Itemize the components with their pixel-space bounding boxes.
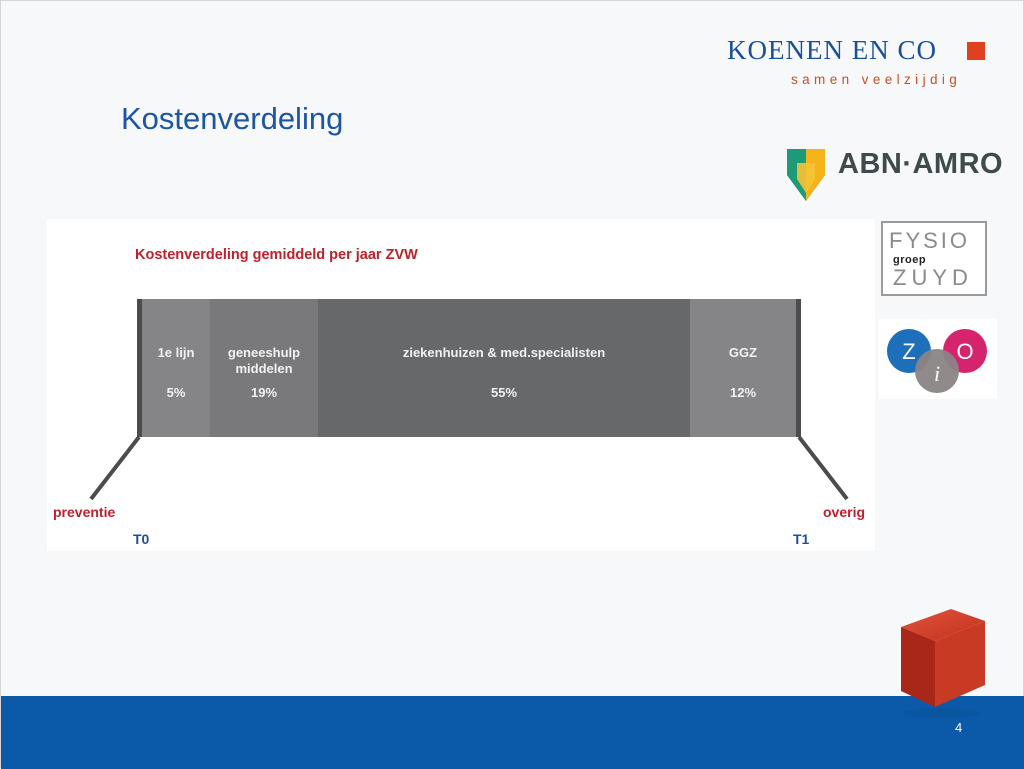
segment-geneeshulpmiddelen bbox=[210, 299, 318, 437]
t0-label: T0 bbox=[133, 531, 150, 547]
segment-ziekenhuizen bbox=[318, 299, 690, 437]
segment-label: 1e lijn bbox=[157, 345, 195, 360]
right-post bbox=[796, 299, 801, 437]
fysio-logo-line1: FYSIO bbox=[889, 228, 971, 253]
segment-label: GGZ bbox=[728, 345, 758, 360]
segment-percent: 19% bbox=[250, 385, 278, 400]
fysio-groep-zuyd-logo bbox=[881, 221, 987, 296]
segment-percent: 55% bbox=[490, 385, 518, 400]
segment-1e-lijn bbox=[142, 299, 210, 437]
page-title: Kostenverdeling bbox=[121, 101, 344, 136]
company-tagline: samen veelzijdig bbox=[791, 72, 962, 87]
fysio-logo-line2: groep bbox=[893, 254, 927, 266]
segment-label: geneeshulp middelen bbox=[227, 345, 301, 376]
segment-percent: 12% bbox=[729, 385, 757, 400]
segment-percent: 5% bbox=[166, 385, 186, 400]
segment-label: ziekenhuizen & med.specialisten bbox=[402, 345, 606, 360]
overig-label: overig bbox=[823, 504, 866, 520]
abn-amro-shield-icon bbox=[787, 149, 825, 201]
zio-letter-z: Z bbox=[902, 339, 916, 364]
page-number: 4 bbox=[955, 720, 963, 735]
chart-title: Kostenverdeling gemiddeld per jaar ZVW bbox=[135, 247, 418, 263]
zio-letter-i: i bbox=[933, 361, 941, 386]
fysio-logo-line3: ZUYD bbox=[893, 265, 973, 290]
company-logo-square bbox=[967, 42, 985, 60]
zio-letter-o: O bbox=[956, 339, 974, 364]
preventie-label: preventie bbox=[53, 504, 116, 520]
abn-amro-logo-text: ABN·AMRO bbox=[838, 148, 1004, 180]
cost-distribution-panel bbox=[47, 219, 875, 551]
red-cube-icon bbox=[891, 599, 991, 719]
t1-label: T1 bbox=[793, 531, 810, 547]
zio-logo bbox=[879, 319, 997, 399]
segment-ggz bbox=[690, 299, 796, 437]
company-logo-name: KOENEN EN CO bbox=[727, 35, 937, 65]
footer-bar bbox=[1, 696, 1024, 769]
